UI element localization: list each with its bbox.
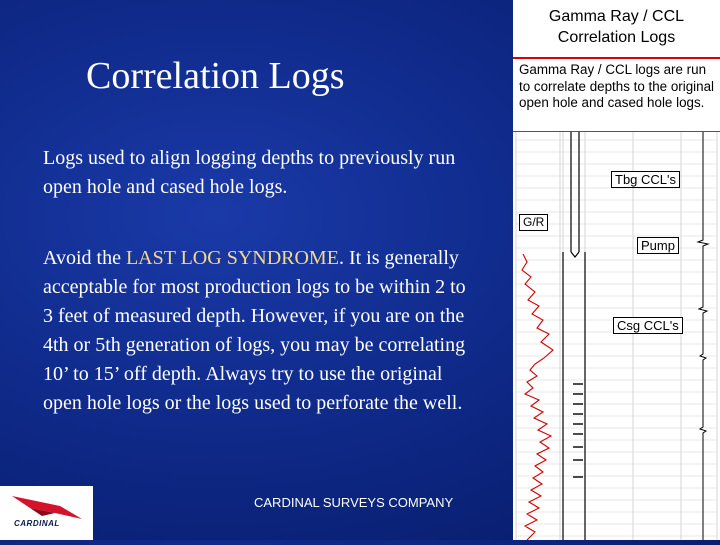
ccl-trace: [698, 132, 708, 540]
figure-title-line-2: Correlation Logs: [557, 29, 676, 46]
ccl-tick-marks: [573, 384, 583, 477]
depth-gridlines: [516, 140, 717, 536]
tubing-ccl-label: Tbg CCL's: [611, 171, 680, 188]
slide-title: Correlation Logs: [86, 55, 345, 97]
paragraph-last-log-syndrome: [43, 244, 473, 418]
cardinal-logo: [0, 486, 93, 540]
figure-title-line-1: Gamma Ray / CCL: [548, 8, 685, 25]
pump-label: Pump: [637, 237, 679, 254]
tubing-lines: [563, 132, 585, 540]
figure-caption: Gamma Ray / CCL logs are run to correlate depths to the original open hole and cased hole logs.: [519, 62, 715, 110]
cardinal-bird-icon: [0, 486, 93, 540]
logo-wordmark: CARDINAL: [14, 519, 60, 528]
gamma-ray-label: G/R: [519, 214, 548, 231]
gamma-ray-trace: [522, 254, 553, 540]
correlation-log-figure: [513, 0, 720, 540]
paragraph-intro-text: Avoid the: [43, 247, 126, 269]
paragraph-body-text: . It is generally acceptable for most production logs to be within 2 to 3 feet of measured depth. However, if you are on the 4th or 5th generation of logs, you may be correlating 10’ to 15’ off depth. Always try to use the original open hole logs or the logs used to perforate the well.: [43, 247, 466, 414]
paragraph-purpose: Logs used to align logging depths to previously run open hole and cased hole logs.: [43, 147, 456, 198]
figure-title-rule: [513, 57, 720, 59]
casing-ccl-label: Csg CCL's: [613, 317, 683, 334]
last-log-syndrome-highlight: LAST LOG SYNDROME: [125, 247, 339, 269]
track-grid: [516, 132, 717, 540]
figure-title: [513, 6, 720, 48]
company-footer: CARDINAL SURVEYS COMPANY: [254, 495, 454, 510]
log-trace-plot: [513, 132, 720, 540]
